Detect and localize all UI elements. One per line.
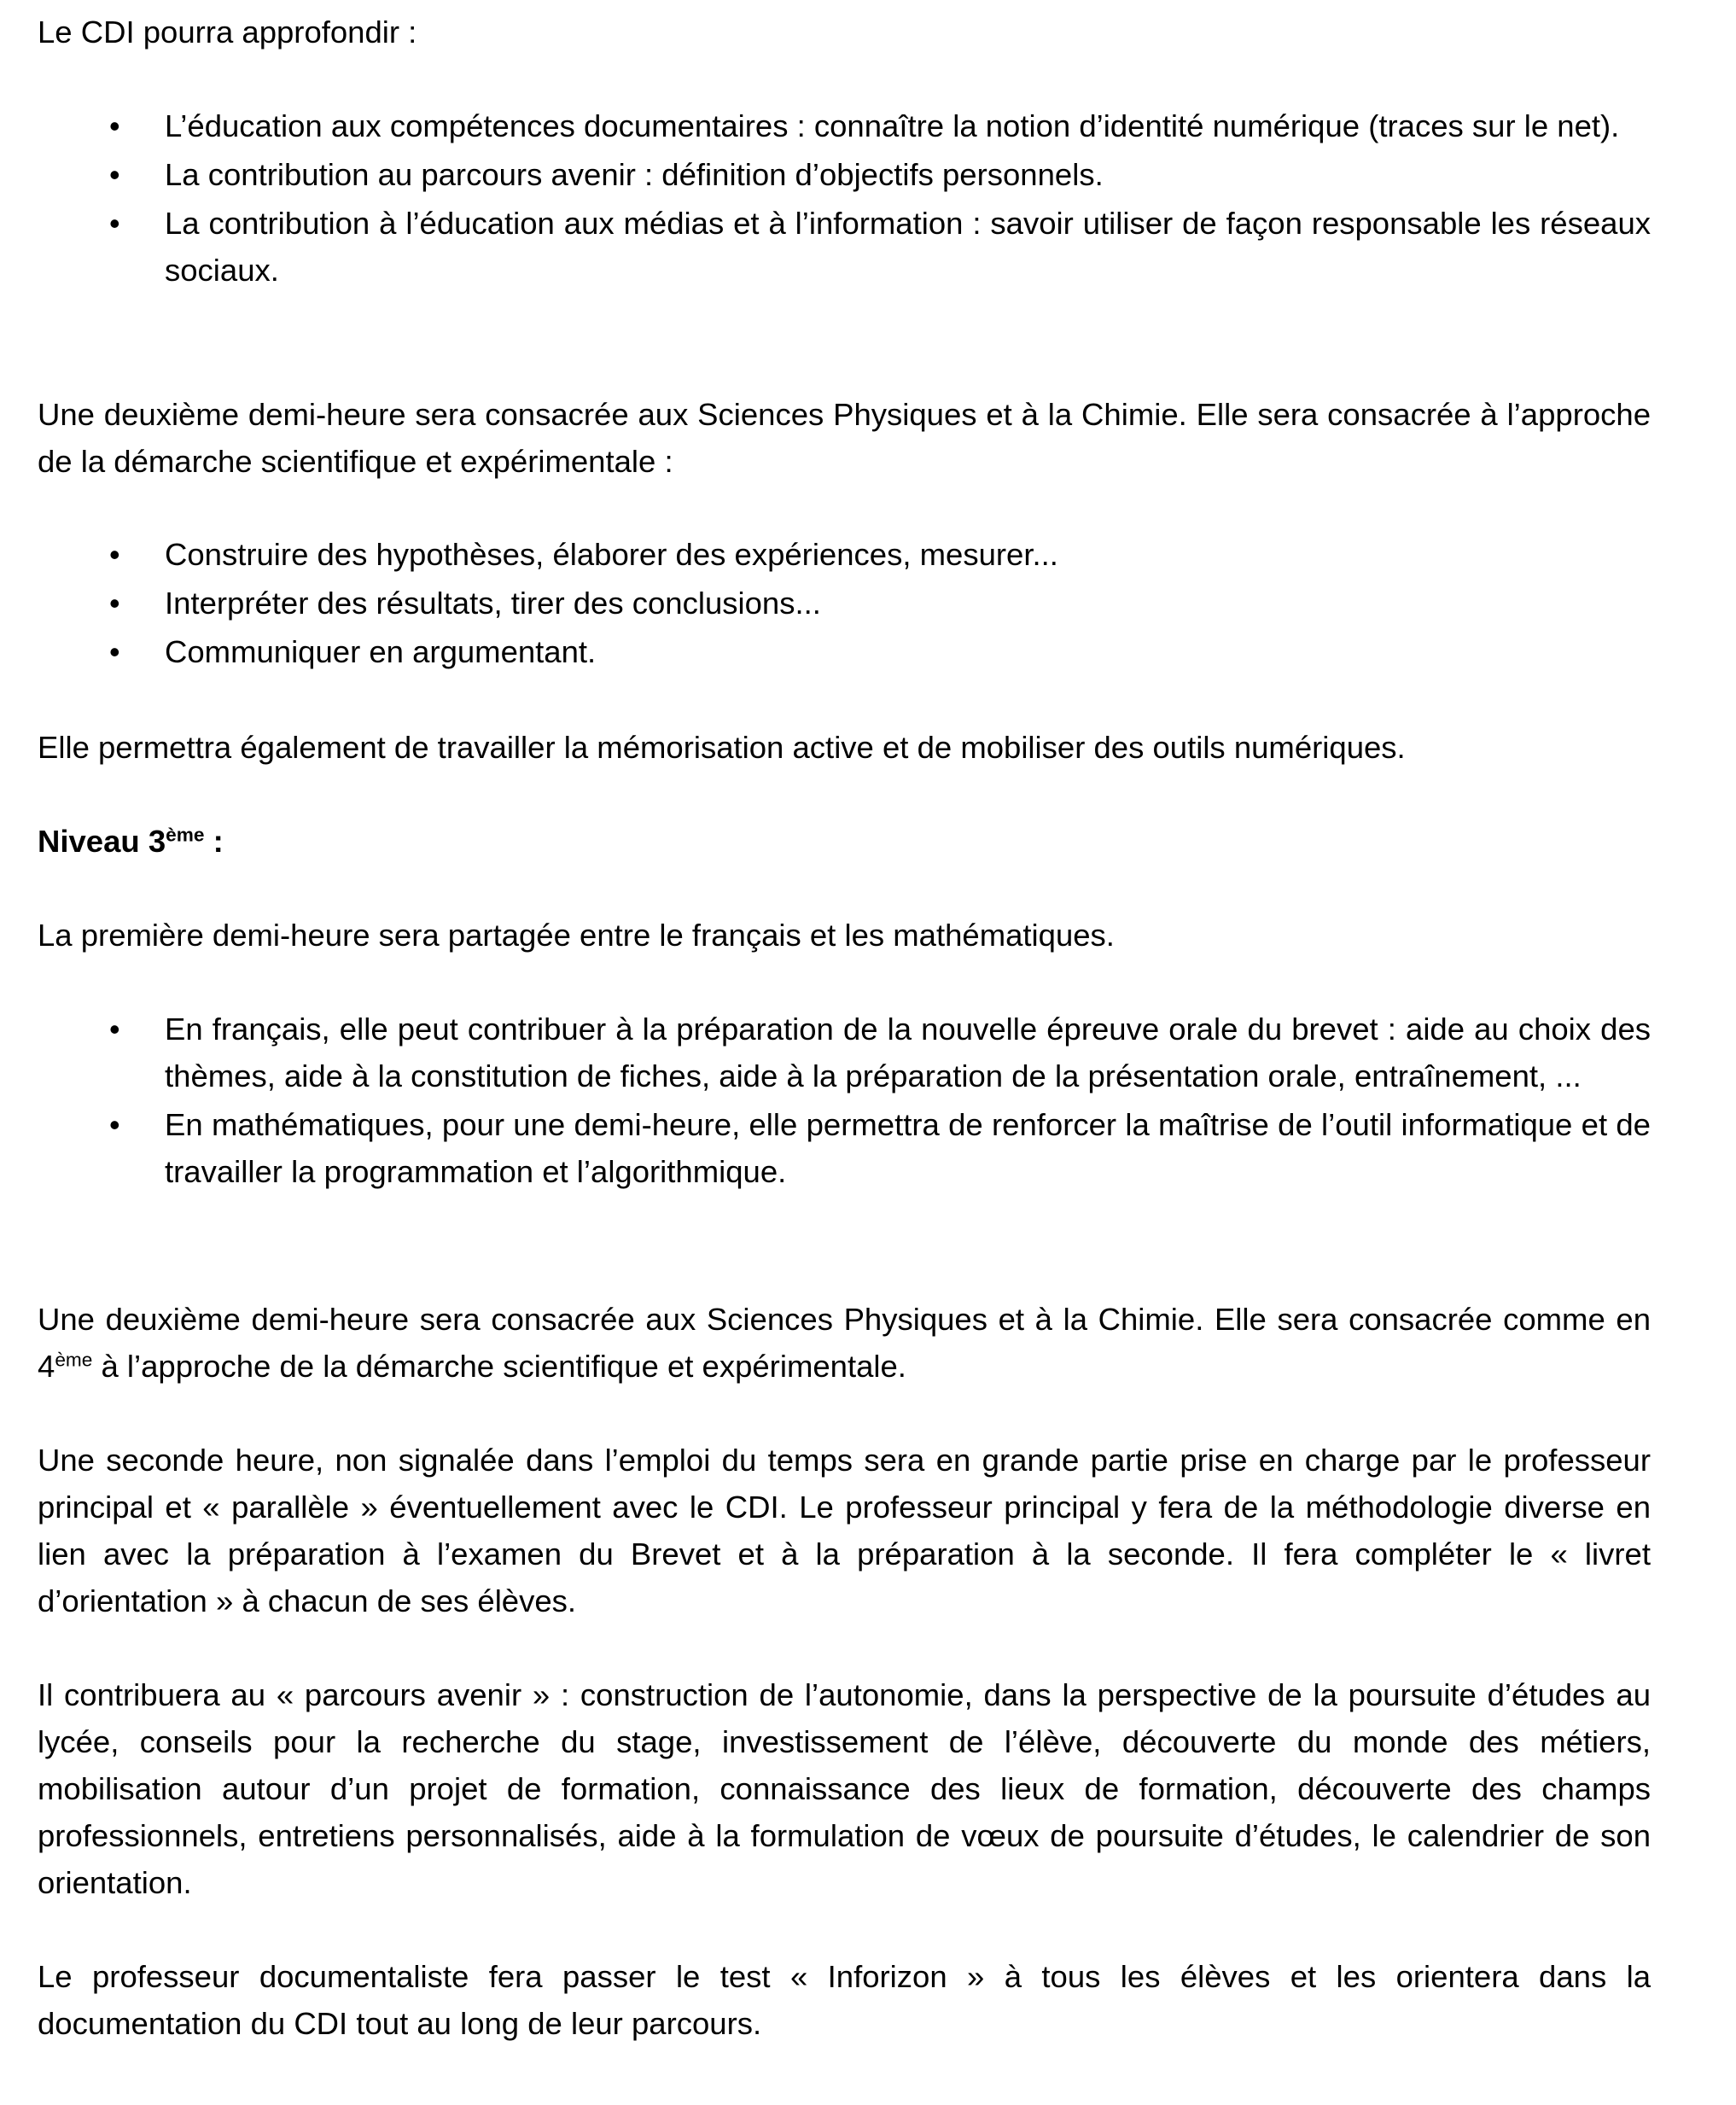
level-heading-prefix: Niveau 3 [38,824,166,859]
bullet-icon: • [109,1012,120,1047]
list-item [0,531,1651,578]
bullet-icon: • [109,157,120,192]
list-item-text: L’éducation aux compétences documentaires : connaître la notion d’identité numérique (traces sur le net). [165,108,1620,143]
second-half-text-1: Une deuxième demi-heure sera consacrée aux Sciences Physiques et à la Chimie. Elle sera consacrée comme en 4 [38,1302,1651,1384]
list-item [0,1101,1651,1195]
list-item-text: Communiquer en argumentant. [165,634,597,669]
level-heading-suffix: : [204,824,224,859]
second-half-text-2: à l’approche de la démarche scientifique et expérimentale. [92,1349,906,1384]
list-item [0,200,1651,294]
level3-list [0,1006,1651,1197]
documentalist-paragraph: Le professeur documentaliste fera passer le test « Inforizon » à tous les élèves et les orientera dans la documentation du CDI tout au long de leur parcours. [38,1959,1651,2041]
list-item [0,628,1651,675]
parcours-paragraph: Il contribuera au « parcours avenir » : construction de l’autonomie, dans la perspective de la poursuite d’études au lycée, conseils pour la recherche du stage, investissement de l’élève, découverte du monde des métiers, mobilisation autour d’un projet de formation, connaissance des lieux de formation, découverte des champs professionnels, entretiens personnalisés, aide à la formulation de vœux de poursuite d’études, le calendrier de son orientation. [38,1677,1651,1900]
list-item-text: La contribution au parcours avenir : définition d’objectifs personnels. [165,157,1104,192]
physics-list [0,531,1651,677]
bullet-icon: • [109,634,120,669]
list-item-text: Interpréter des résultats, tirer des conclusions... [165,586,821,621]
bullet-icon: • [109,108,120,143]
intro-paragraph: Le CDI pourra approfondir : [38,15,417,50]
memorisation-paragraph: Elle permettra également de travailler la mémorisation active et de mobiliser des outils numériques. [38,730,1406,765]
list-item [0,1006,1651,1099]
bullet-icon: • [109,1107,120,1142]
list-item-text: En français, elle peut contribuer à la préparation de la nouvelle épreuve orale du brevet : aide au choix des thèmes, aide à la constitution de fiches, aide à la préparation de la présentation orale, entraînement, ... [165,1012,1651,1093]
second-half-sup: ème [55,1349,93,1371]
list-item-text: Construire des hypothèses, élaborer des expériences, mesurer... [165,537,1058,572]
list-item [0,102,1651,149]
list-item-text: La contribution à l’éducation aux médias et à l’information : savoir utiliser de façon responsable les réseaux sociaux. [165,206,1651,288]
list-item [0,580,1651,627]
physics-paragraph: Une deuxième demi-heure sera consacrée aux Sciences Physiques et à la Chimie. Elle sera consacrée à l’approche de la démarche scientifique et expérimentale : [38,397,1651,479]
level-heading [38,818,1651,865]
second-hour-paragraph: Une seconde heure, non signalée dans l’emploi du temps sera en grande partie prise en charge par le professeur principal et « parallèle » éventuellement avec le CDI. Le professeur principal y fera de la méthodologie diverse en lien avec la préparation à l’examen du Brevet et à la préparation à la seconde. Il fera compléter le « livret d’orientation » à chacun de ses élèves. [38,1443,1651,1618]
first-half-paragraph: La première demi-heure sera partagée entre le français et les mathématiques. [38,918,1115,953]
second-half-paragraph [38,1296,1651,1390]
cdi-list [0,102,1651,295]
bullet-icon: • [109,206,120,241]
list-item-text: En mathématiques, pour une demi-heure, elle permettra de renforcer la maîtrise de l’outil informatique et de travailler la programmation et l’algorithmique. [165,1107,1651,1189]
list-item [0,151,1651,198]
bullet-icon: • [109,537,120,572]
level-heading-sup: ème [166,824,205,846]
bullet-icon: • [109,586,120,621]
